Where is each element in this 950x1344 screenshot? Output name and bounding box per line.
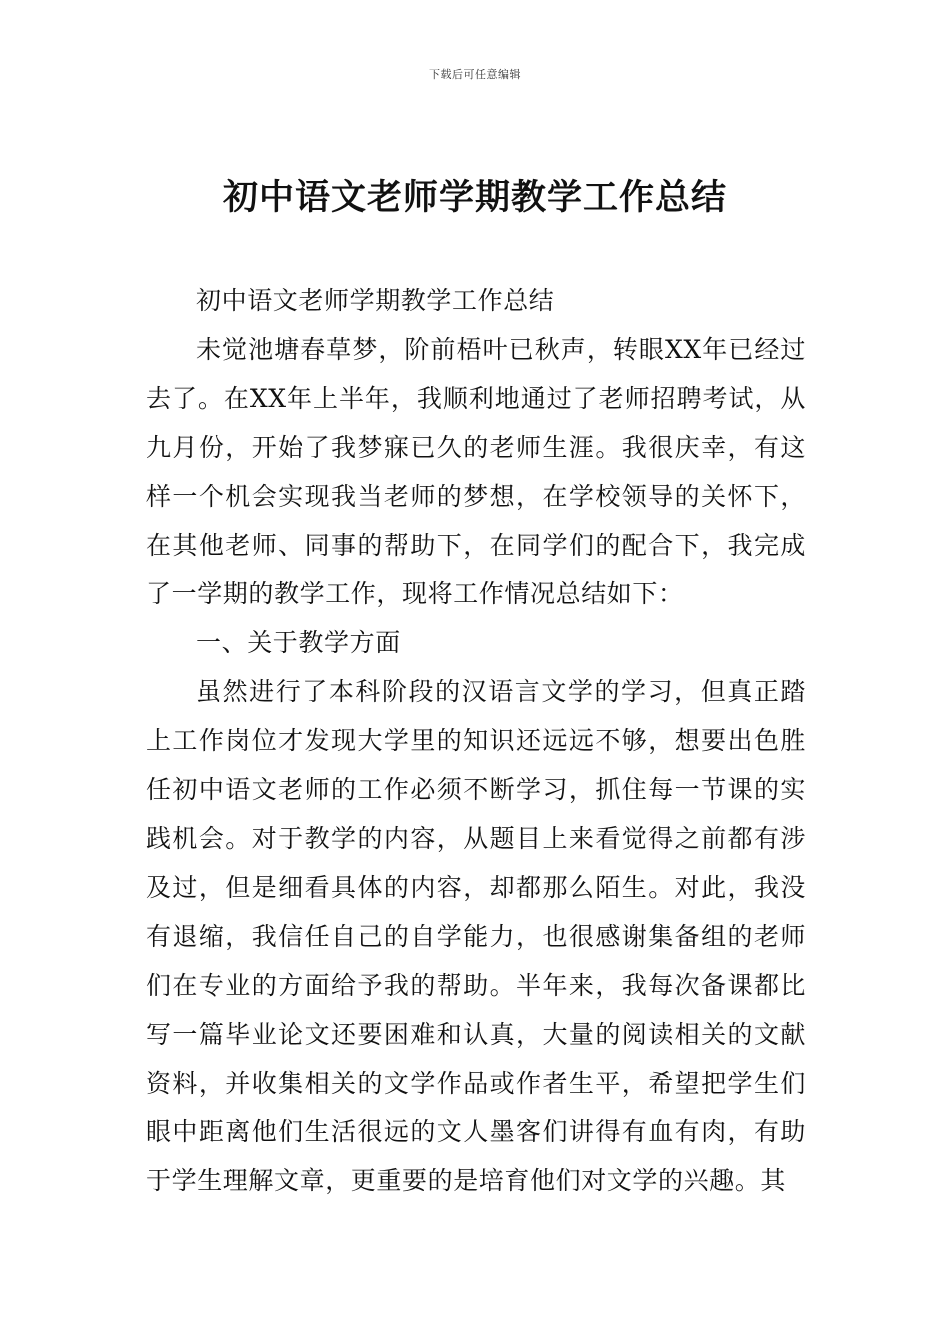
- header-note: 下载后可任意编辑: [429, 68, 521, 81]
- paragraph-teaching: 虽然进行了本科阶段的汉语言文学的学习，但真正踏上工作岗位才发现大学里的知识还远远不够，想要出色胜任初中语文老师的工作必须不断学习，抓住每一节课的实践机会。对于教学的内容，从题目上来看觉得之前都有涉及过，但是细看具体的内容，却都那么陌生。对此，我没有退缩，我信任自己的自学能力，也很感谢集备组的老师们在专业的方面给予我的帮助。半年来，我每次备课都比写一篇毕业论文还要困难和认真，大量的阅读相关的文献资料，并收集相关的文学作品或作者生平，希望把学生们眼中距离他们生活很远的文人墨客们讲得有血有肉，有助于学生理解文章，更重要的是培育他们对文学的兴趣。其: [146, 677, 806, 1196]
- paragraph-subtitle: 初中语文老师学期教学工作总结: [196, 286, 555, 315]
- section-heading-teaching: 一、关于教学方面: [196, 628, 401, 658]
- document-body: [146, 277, 806, 1206]
- document-title: 初中语文老师学期教学工作总结: [222, 178, 727, 218]
- paragraph-intro: 未觉池塘春草梦，阶前梧叶已秋声，转眼XX年已经过去了。在XX年上半年，我顺利地通过了老师招聘考试，从九月份，开始了我梦寐已久的老师生涯。我很庆幸，有这样一个机会实现我当老师的梦想，在学校领导的关怀下，在其他老师、同事的帮助下，在同学们的配合下，我完成了一学期的教学工作，现将工作情况总结如下：: [146, 334, 806, 609]
